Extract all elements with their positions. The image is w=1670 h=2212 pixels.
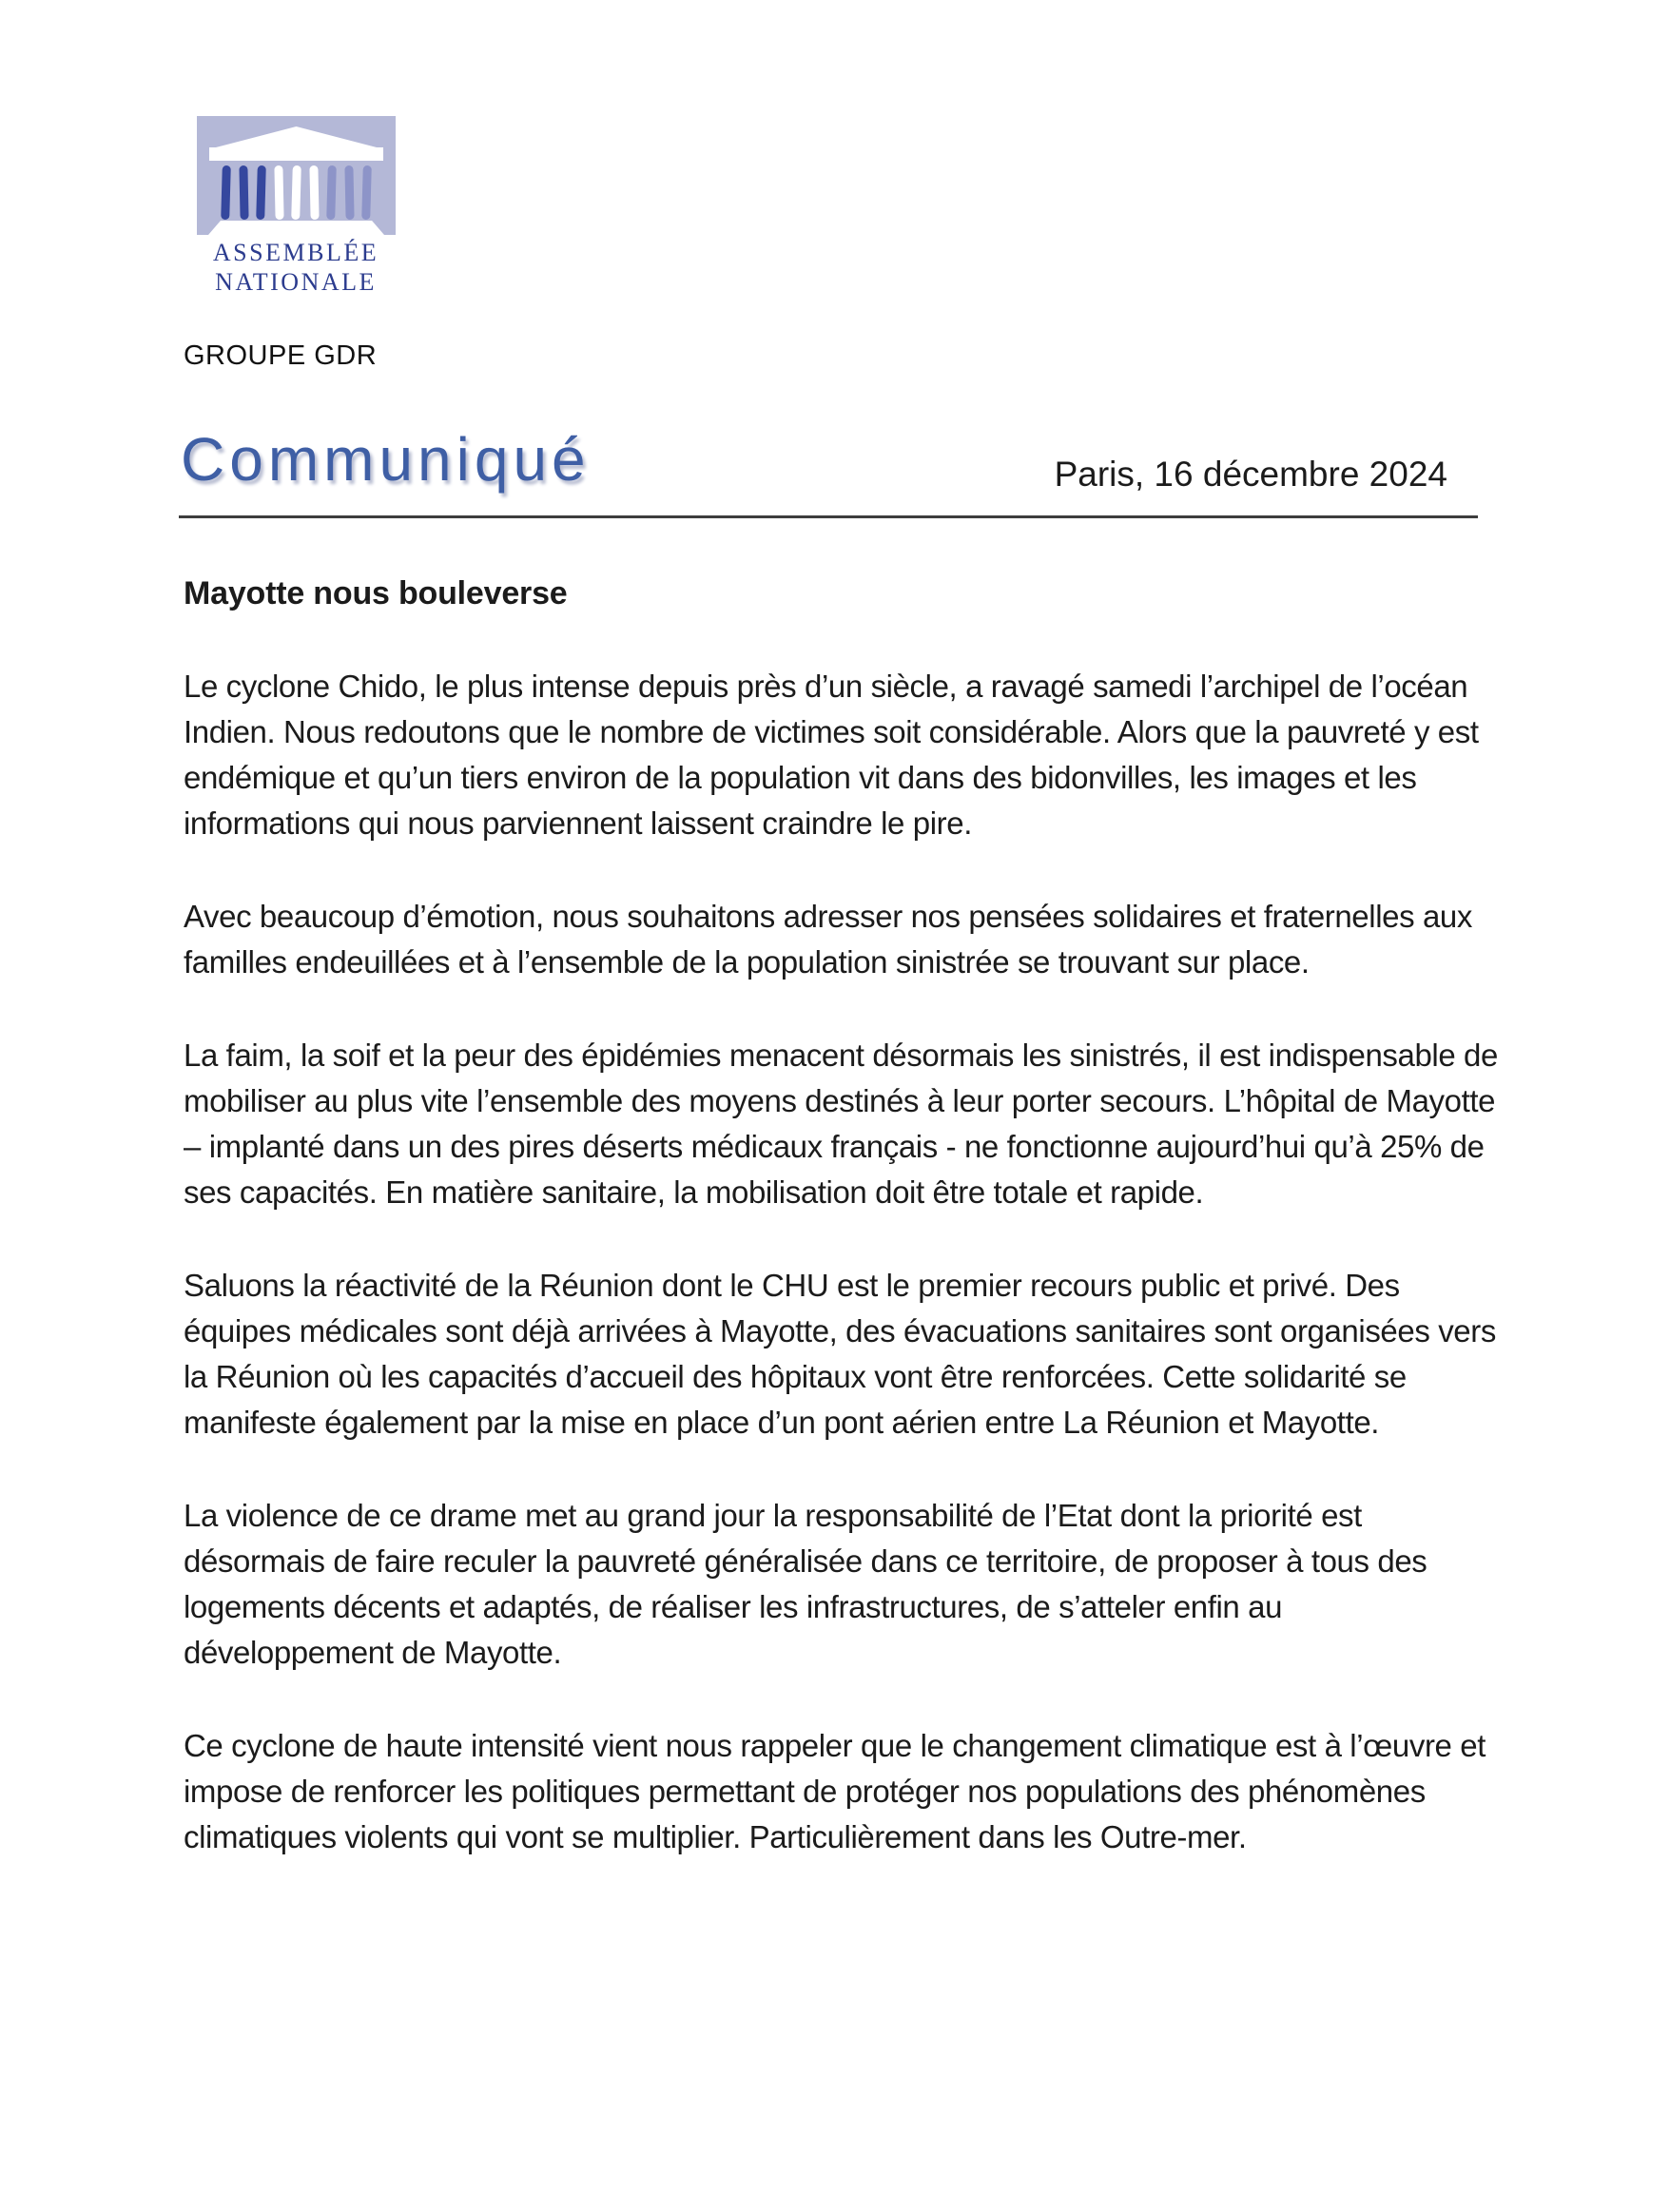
- temple-steps-icon: [208, 221, 384, 235]
- paragraph-4: Saluons la réactivité de la Réunion dont le CHU est le premier recours public et privé. Des équipes médicales sont déjà arrivées à Mayotte, des évacuations sanitaires sont organisées vers la Réunion où les capacités d’accueil des hôpitaux vont être renforcées. Cette solidarité se manifeste également par la mise en place d’un pont aérien entre La Réunion et Mayotte.: [184, 1268, 1496, 1440]
- group-label: GROUPE GDR: [184, 340, 378, 371]
- pediment-entablature-icon: [209, 147, 383, 161]
- assemblee-nationale-logo: [197, 116, 396, 297]
- logo-caption-line2: NATIONALE: [215, 267, 377, 296]
- paragraph-6: Ce cyclone de haute intensité vient nous rappeler que le changement climatique est à l’œuvre et impose de renforcer les politiques permettant de protéger nos populations des phénomènes climatiques violents qui vont se multiplier. Particulièrement dans les Outre-mer.: [184, 1728, 1486, 1854]
- paragraph-1: Le cyclone Chido, le plus intense depuis près d’un siècle, a ravagé samedi l’archipel de l’océan Indien. Nous redoutons que le nombre de victimes soit considérable. Alors que la pauvreté y est endémique et qu’un tiers environ de la population vit dans des bidonvilles, les images et les informations qui nous parviennent laissent craindre le pire.: [184, 669, 1479, 841]
- assemblee-nationale-temple-icon: [197, 116, 396, 235]
- document-body: [184, 664, 1498, 1908]
- paragraph-2: Avec beaucoup d’émotion, nous souhaitons adresser nos pensées solidaires et fraternelles aux familles endeuillées et à l’ensemble de la population sinistrée se trouvant sur place.: [184, 899, 1472, 980]
- paragraph-3: La faim, la soif et la peur des épidémies menacent désormais les sinistrés, il est indispensable de mobiliser au plus vite l’ensemble des moyens destinés à leur porter secours. L’hôpital de Mayotte – implanté dans un des pires déserts médicaux français - ne fonctionne aujourd’hui qu’à 25% de ses capacités. En matière sanitaire, la mobilisation doit être totale et rapide.: [184, 1038, 1498, 1210]
- header-divider: [179, 515, 1478, 518]
- temple-columns-icon: [222, 165, 371, 220]
- dateline: Paris, 16 décembre 2024: [1054, 455, 1447, 494]
- paragraph-5: La violence de ce drame met au grand jour la responsabilité de l’Etat dont la priorité est désormais de faire reculer la pauvreté généralisée dans ce territoire, de proposer à tous des logements décents et adaptés, de réaliser les infrastructures, de s’atteler enfin au développement de Mayotte.: [184, 1498, 1427, 1670]
- logo-caption-line1: ASSEMBLÉE: [212, 239, 379, 266]
- pediment-triangle-icon: [216, 126, 377, 147]
- document-heading: Mayotte nous bouleverse: [184, 575, 568, 611]
- logo-caption: [194, 239, 398, 297]
- communique-title: Communiqué: [181, 425, 591, 494]
